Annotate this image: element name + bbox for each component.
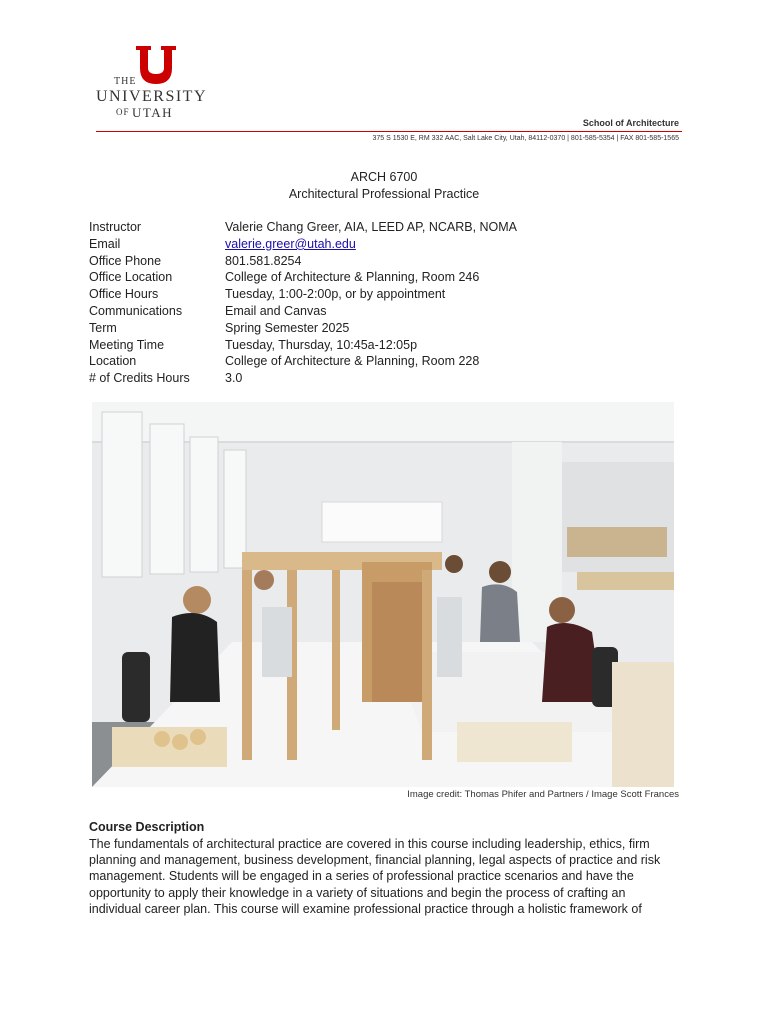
info-value: Tuesday, Thursday, 10:45a-12:05p <box>225 337 418 352</box>
info-row-communications <box>89 303 517 320</box>
info-row-location <box>89 353 517 370</box>
info-row-term <box>89 320 517 337</box>
logo-university: UNIVERSITY <box>96 88 207 105</box>
course-info-table <box>89 219 517 387</box>
info-row-credit-hours <box>89 370 517 387</box>
description-heading: Course Description <box>89 820 205 834</box>
info-value: 801.581.8254 <box>225 253 302 268</box>
school-name: School of Architecture <box>582 118 679 128</box>
info-row-instructor <box>89 219 517 236</box>
info-label: Email <box>89 236 121 251</box>
info-value: Valerie Chang Greer, AIA, LEED AP, NCARB, NOMA <box>225 220 518 234</box>
info-row-meeting-time <box>89 337 517 354</box>
studio-photo <box>92 402 674 787</box>
info-label: Office Phone <box>89 253 162 268</box>
info-label: # of Credits Hours <box>89 371 190 386</box>
email-link[interactable]: valerie.greer@utah.edu <box>225 236 356 251</box>
info-value: College of Architecture & Planning, Room 246 <box>225 270 480 285</box>
info-label: Location <box>89 354 137 369</box>
info-row-office-hours <box>89 286 517 303</box>
course-code: ARCH 6700 <box>350 170 418 184</box>
info-label: Office Hours <box>89 287 159 302</box>
info-value: Spring Semester 2025 <box>225 320 350 335</box>
info-row-email <box>89 236 517 253</box>
studio-photo-illustration <box>92 402 674 787</box>
school-address: 375 S 1530 E, RM 332 AAC, Salt Lake City, Utah, 84112-0370 | 801-585-5354 | FAX 801-585-1565 <box>372 135 679 142</box>
info-label: Term <box>89 320 117 335</box>
university-logo <box>96 46 206 126</box>
info-label: Meeting Time <box>89 337 165 352</box>
info-value: 3.0 <box>225 371 243 386</box>
logo-of: OF <box>116 107 130 117</box>
description-body: The fundamentals of architectural practice are covered in this course including leadership, ethics, firm planning and management, business development, financial planning, legal aspects of practice and risk management. Students will be engaged in a series of professional practice scenarios and have the opportunity to apply their knowledge in a variety of situations and begin the process of crafting an individual career plan. This course will examine professional practice through a holistic framework of <box>89 837 661 916</box>
info-value: Email and Canvas <box>225 303 327 318</box>
block-u-icon <box>136 46 176 86</box>
image-credit: Image credit: Thomas Phifer and Partners / Image Scott Frances <box>407 789 679 800</box>
header-divider <box>96 131 682 132</box>
info-label: Communications <box>89 303 183 318</box>
info-label: Office Location <box>89 270 173 285</box>
info-row-office-location <box>89 269 517 286</box>
info-label: Instructor <box>89 220 142 234</box>
info-row-office-phone <box>89 253 517 270</box>
logo-the: THE <box>114 76 137 87</box>
logo-utah: UTAH <box>132 105 174 120</box>
info-value: College of Architecture & Planning, Room 228 <box>225 354 480 369</box>
course-title: Architectural Professional Practice <box>288 187 480 201</box>
info-value: Tuesday, 1:00-2:00p, or by appointment <box>225 287 446 302</box>
